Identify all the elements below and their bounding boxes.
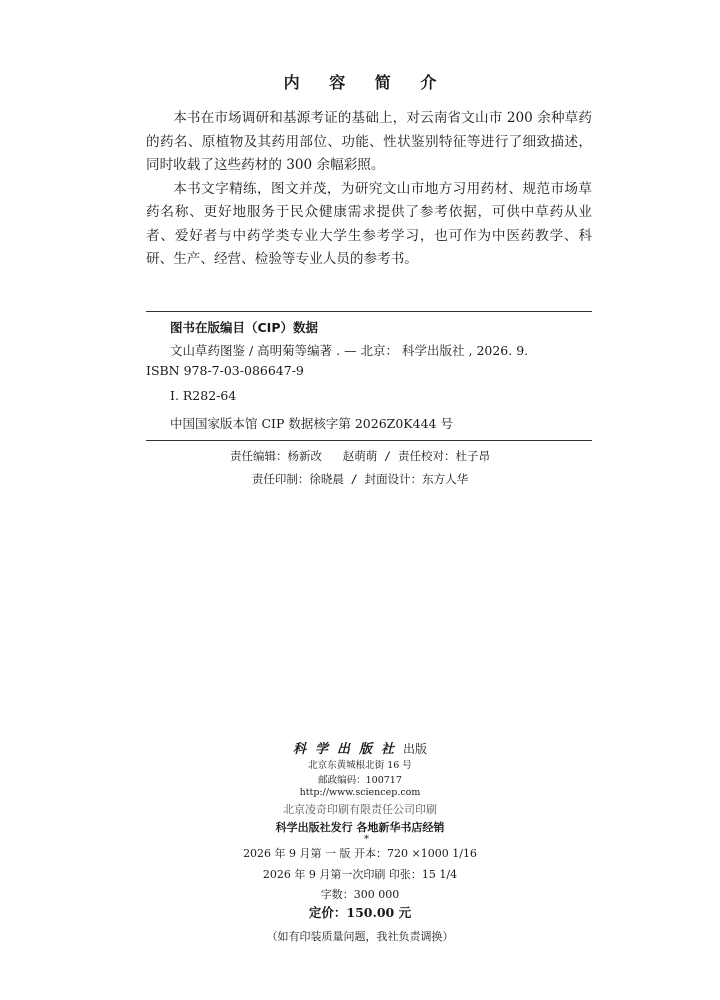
cip-record: 文山草药图鉴 / 高明菊等编著 . — 北京： 科学出版社 , 2026. 9. <box>170 343 529 358</box>
cip-isbn: ISBN 978-7-03-086647-9 <box>146 363 304 378</box>
publisher-postcode: 邮政编码：100717 <box>318 775 402 786</box>
cip-top-rule <box>146 311 592 312</box>
cip-verification: 中国国家版本馆 CIP 数据核字第 2026Z0K444 号 <box>170 416 453 431</box>
publisher-logo: 科学出版社 <box>292 742 403 757</box>
printing-line: 2026 年 9 月第一次印刷 印张：15 1/4 <box>262 868 458 881</box>
publisher-suffix: 出版 <box>403 742 428 756</box>
price: 定价：150.00 元 <box>308 905 412 920</box>
format-mark: * <box>364 834 369 845</box>
distribution-line: 科学出版社发行 各地新华书店经销 <box>275 821 445 834</box>
summary-paragraph: 本书文字精练，图文并茂，为研究文山市地方习用药材、规范市场草药名称、更好地服务于民众健康需求提供了参考依据，可供中草药从业者、爱好者与中药学类专业大学生参考学习，也可作为中医药教学、科研、生产、经营、检验等专业人员的参考书。 <box>146 180 592 267</box>
credits-production: 责任印制：徐晓晨 / 封面设计：东方人华 <box>251 472 469 486</box>
summary-paragraph: 本书在市场调研和基源考证的基础上，对云南省文山市 200 余种草药的药名、原植物及其药用部位、功能、性状鉴别特征等进行了细致描述，同时收载了这些药材的 300 余幅彩照。 <box>146 110 592 173</box>
cip-classification: Ⅰ. R282-64 <box>170 388 237 403</box>
publisher-website: http://www.sciencep.com <box>299 787 421 798</box>
printer-line: 北京凌奇印刷有限责任公司印刷 <box>283 803 437 816</box>
publisher-line <box>0 738 720 757</box>
word-count: 字数：300 000 <box>320 888 400 901</box>
quality-note: （如有印装质量问题，我社负责调换） <box>266 930 454 943</box>
credits-editors: 责任编辑：杨新改 赵萌萌 / 责任校对：杜子昂 <box>229 449 491 463</box>
summary-title: 内 容 简 介 <box>283 73 449 92</box>
publisher-address: 北京东黄城根北街 16 号 <box>308 760 412 771</box>
edition-line: 2026 年 9 月第 一 版 开本：720 ×1000 1/16 <box>243 847 477 860</box>
cip-heading: 图书在版编目（CIP）数据 <box>170 320 318 335</box>
cip-bottom-rule <box>146 440 592 441</box>
summary-body <box>146 107 592 272</box>
